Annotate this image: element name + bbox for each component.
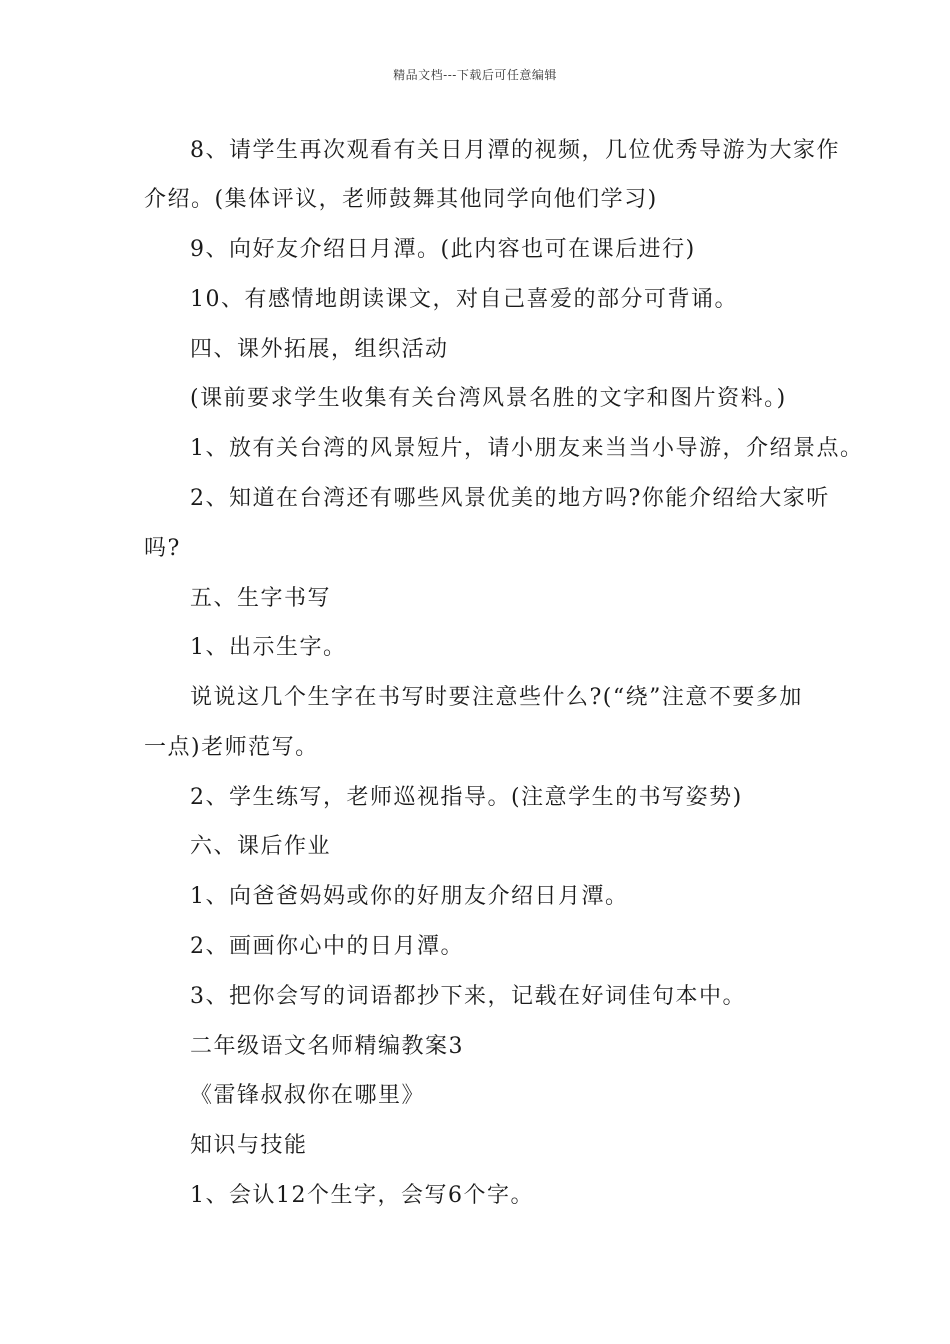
paragraph-line: 一点)老师范写。	[144, 735, 319, 760]
paragraph-line: 9、向好友介绍日月潭。(此内容也可在课后进行)	[190, 237, 696, 262]
paragraph-line: 3、把你会写的词语都抄下来，记载在好词佳句本中。	[190, 984, 746, 1009]
section-heading: 四、课外拓展，组织活动	[190, 337, 449, 362]
paragraph-line: 1、出示生字。	[190, 635, 347, 660]
document-title: 二年级语文名师精编教案3	[190, 1034, 464, 1059]
section-heading: 知识与技能	[190, 1133, 308, 1158]
paragraph-line: 2、画画你心中的日月潭。	[190, 934, 464, 959]
paragraph-line: 1、会认12个生字，会写6个字。	[190, 1183, 534, 1208]
paragraph-line: 2、学生练写，老师巡视指导。(注意学生的书写姿势)	[190, 785, 743, 810]
paragraph-line: 吗?	[144, 536, 181, 561]
paragraph-line: 介绍。(集体评议，老师鼓舞其他同学向他们学习)	[144, 187, 658, 212]
paragraph-line: 8、请学生再次观看有关日月潭的视频，几位优秀导游为大家作	[190, 138, 840, 163]
section-heading: 六、课后作业	[190, 834, 332, 859]
paragraph-line: 1、向爸爸妈妈或你的好朋友介绍日月潭。	[190, 884, 629, 909]
paragraph-line: (课前要求学生收集有关台湾风景名胜的文字和图片资料。)	[190, 386, 787, 411]
paragraph-line: 2、知道在台湾还有哪些风景优美的地方吗?你能介绍给大家听	[190, 486, 830, 511]
paragraph-line: 10、有感情地朗读课文，对自己喜爱的部分可背诵。	[190, 287, 738, 312]
lesson-title: 《雷锋叔叔你在哪里》	[190, 1083, 426, 1108]
paragraph-line: 1、放有关台湾的风景短片，请小朋友来当当小导游，介绍景点。	[190, 436, 864, 461]
section-heading: 五、生字书写	[190, 586, 332, 611]
paragraph-line: 说说这几个生字在书写时要注意些什么?(“绕”注意不要多加	[190, 685, 803, 710]
page-header: 精品文档---下载后可任意编辑	[393, 68, 557, 82]
